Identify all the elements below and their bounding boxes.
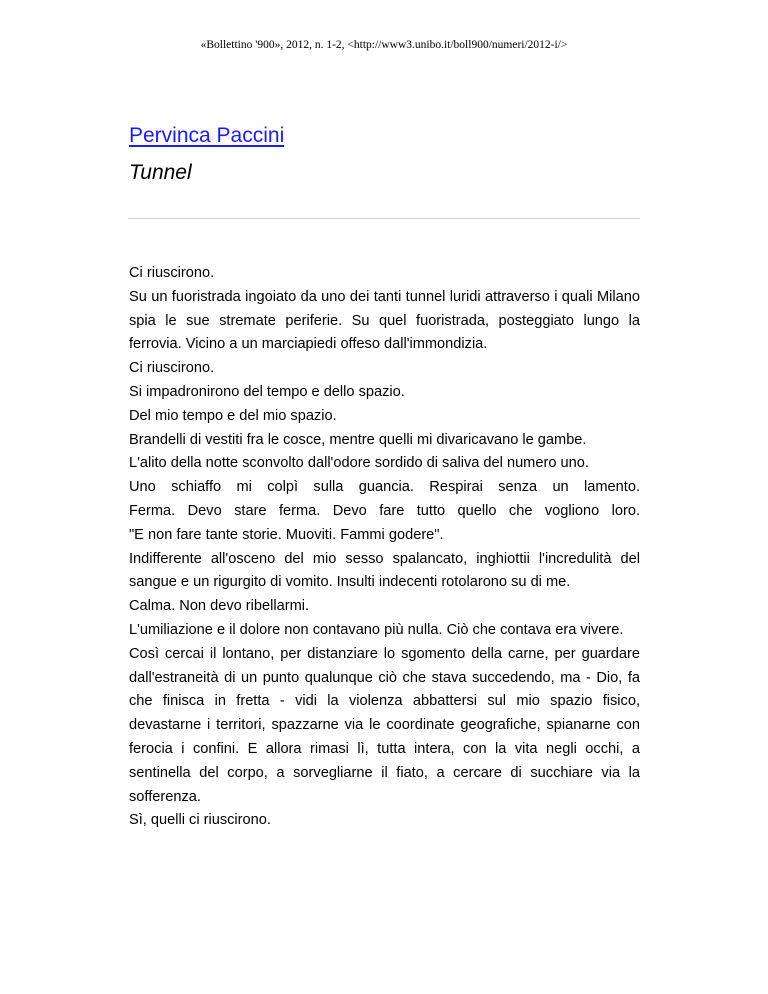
paragraph: Indifferente all'osceno del mio sesso spalancato, inghiottii l'incredulità del sangue e un rigurgito di vomito. Insulti indecenti rotolarono su di me. [129, 550, 640, 591]
paragraph: Così cercai il lontano, per distanziare lo sgomento della carne, per guardare dall'estraneità di un punto qualunque ciò che stava succedendo, ma - Dio, fa che finisca in fretta - vidi la violenza abbattersi sul mio spazio fisico, devastarne i territori, spazzarne via le coordinate geografiche, spianarne con ferocia i confini. E allora rimasi lì, tutta intera, con la vita negli occhi, a sentinella del corpo, a sorvegliarne il fiato, a cercare di succhiare via la sofferenza. [129, 645, 640, 805]
paragraph: Ci riuscirono. [129, 360, 215, 377]
page-header-citation: «Bollettino '900», 2012, n. 1-2, <http://www3.unibo.it/boll900/numeri/2012-i/> [200, 39, 568, 51]
paragraph: Uno schiaffo mi colpì sulla guancia. Respirai senza un lamento. [129, 479, 640, 496]
paragraph: Sì, quelli ci riuscirono. [129, 812, 271, 829]
paragraph: L'alito della notte sconvolto dall'odore sordido di saliva del numero uno. [129, 455, 589, 472]
paragraph: "E non fare tante storie. Muoviti. Fammi godere". [129, 526, 444, 543]
paragraph: Si impadronirono del tempo e dello spazio. [129, 383, 405, 400]
paragraph: Calma. Non devo ribellarmi. [129, 598, 310, 615]
paragraph: Brandelli di vestiti fra le cosce, mentre quelli mi divaricavano le gambe. [129, 431, 587, 448]
paragraph: Ci riuscirono. [129, 265, 215, 281]
paragraph: L'umiliazione e il dolore non contavano più nulla. Ciò che contava era vivere. [129, 621, 624, 638]
article-body [129, 262, 640, 833]
horizontal-divider [128, 218, 640, 219]
author-link[interactable]: Pervinca Paccini [129, 124, 285, 147]
paragraph: Del mio tempo e del mio spazio. [129, 407, 337, 424]
paragraph: Su un fuoristrada ingoiato da uno dei tanti tunnel luridi attraverso i quali Milano spia le sue stremate periferie. Su quel fuoristrada, posteggiato lungo la ferrovia. Vicino a un marciapiedi offeso dall'immondizia. [129, 288, 640, 353]
paragraph: Ferma. Devo stare ferma. Devo fare tutto quello che vogliono loro. [129, 502, 640, 519]
article-title: Tunnel [129, 161, 192, 184]
